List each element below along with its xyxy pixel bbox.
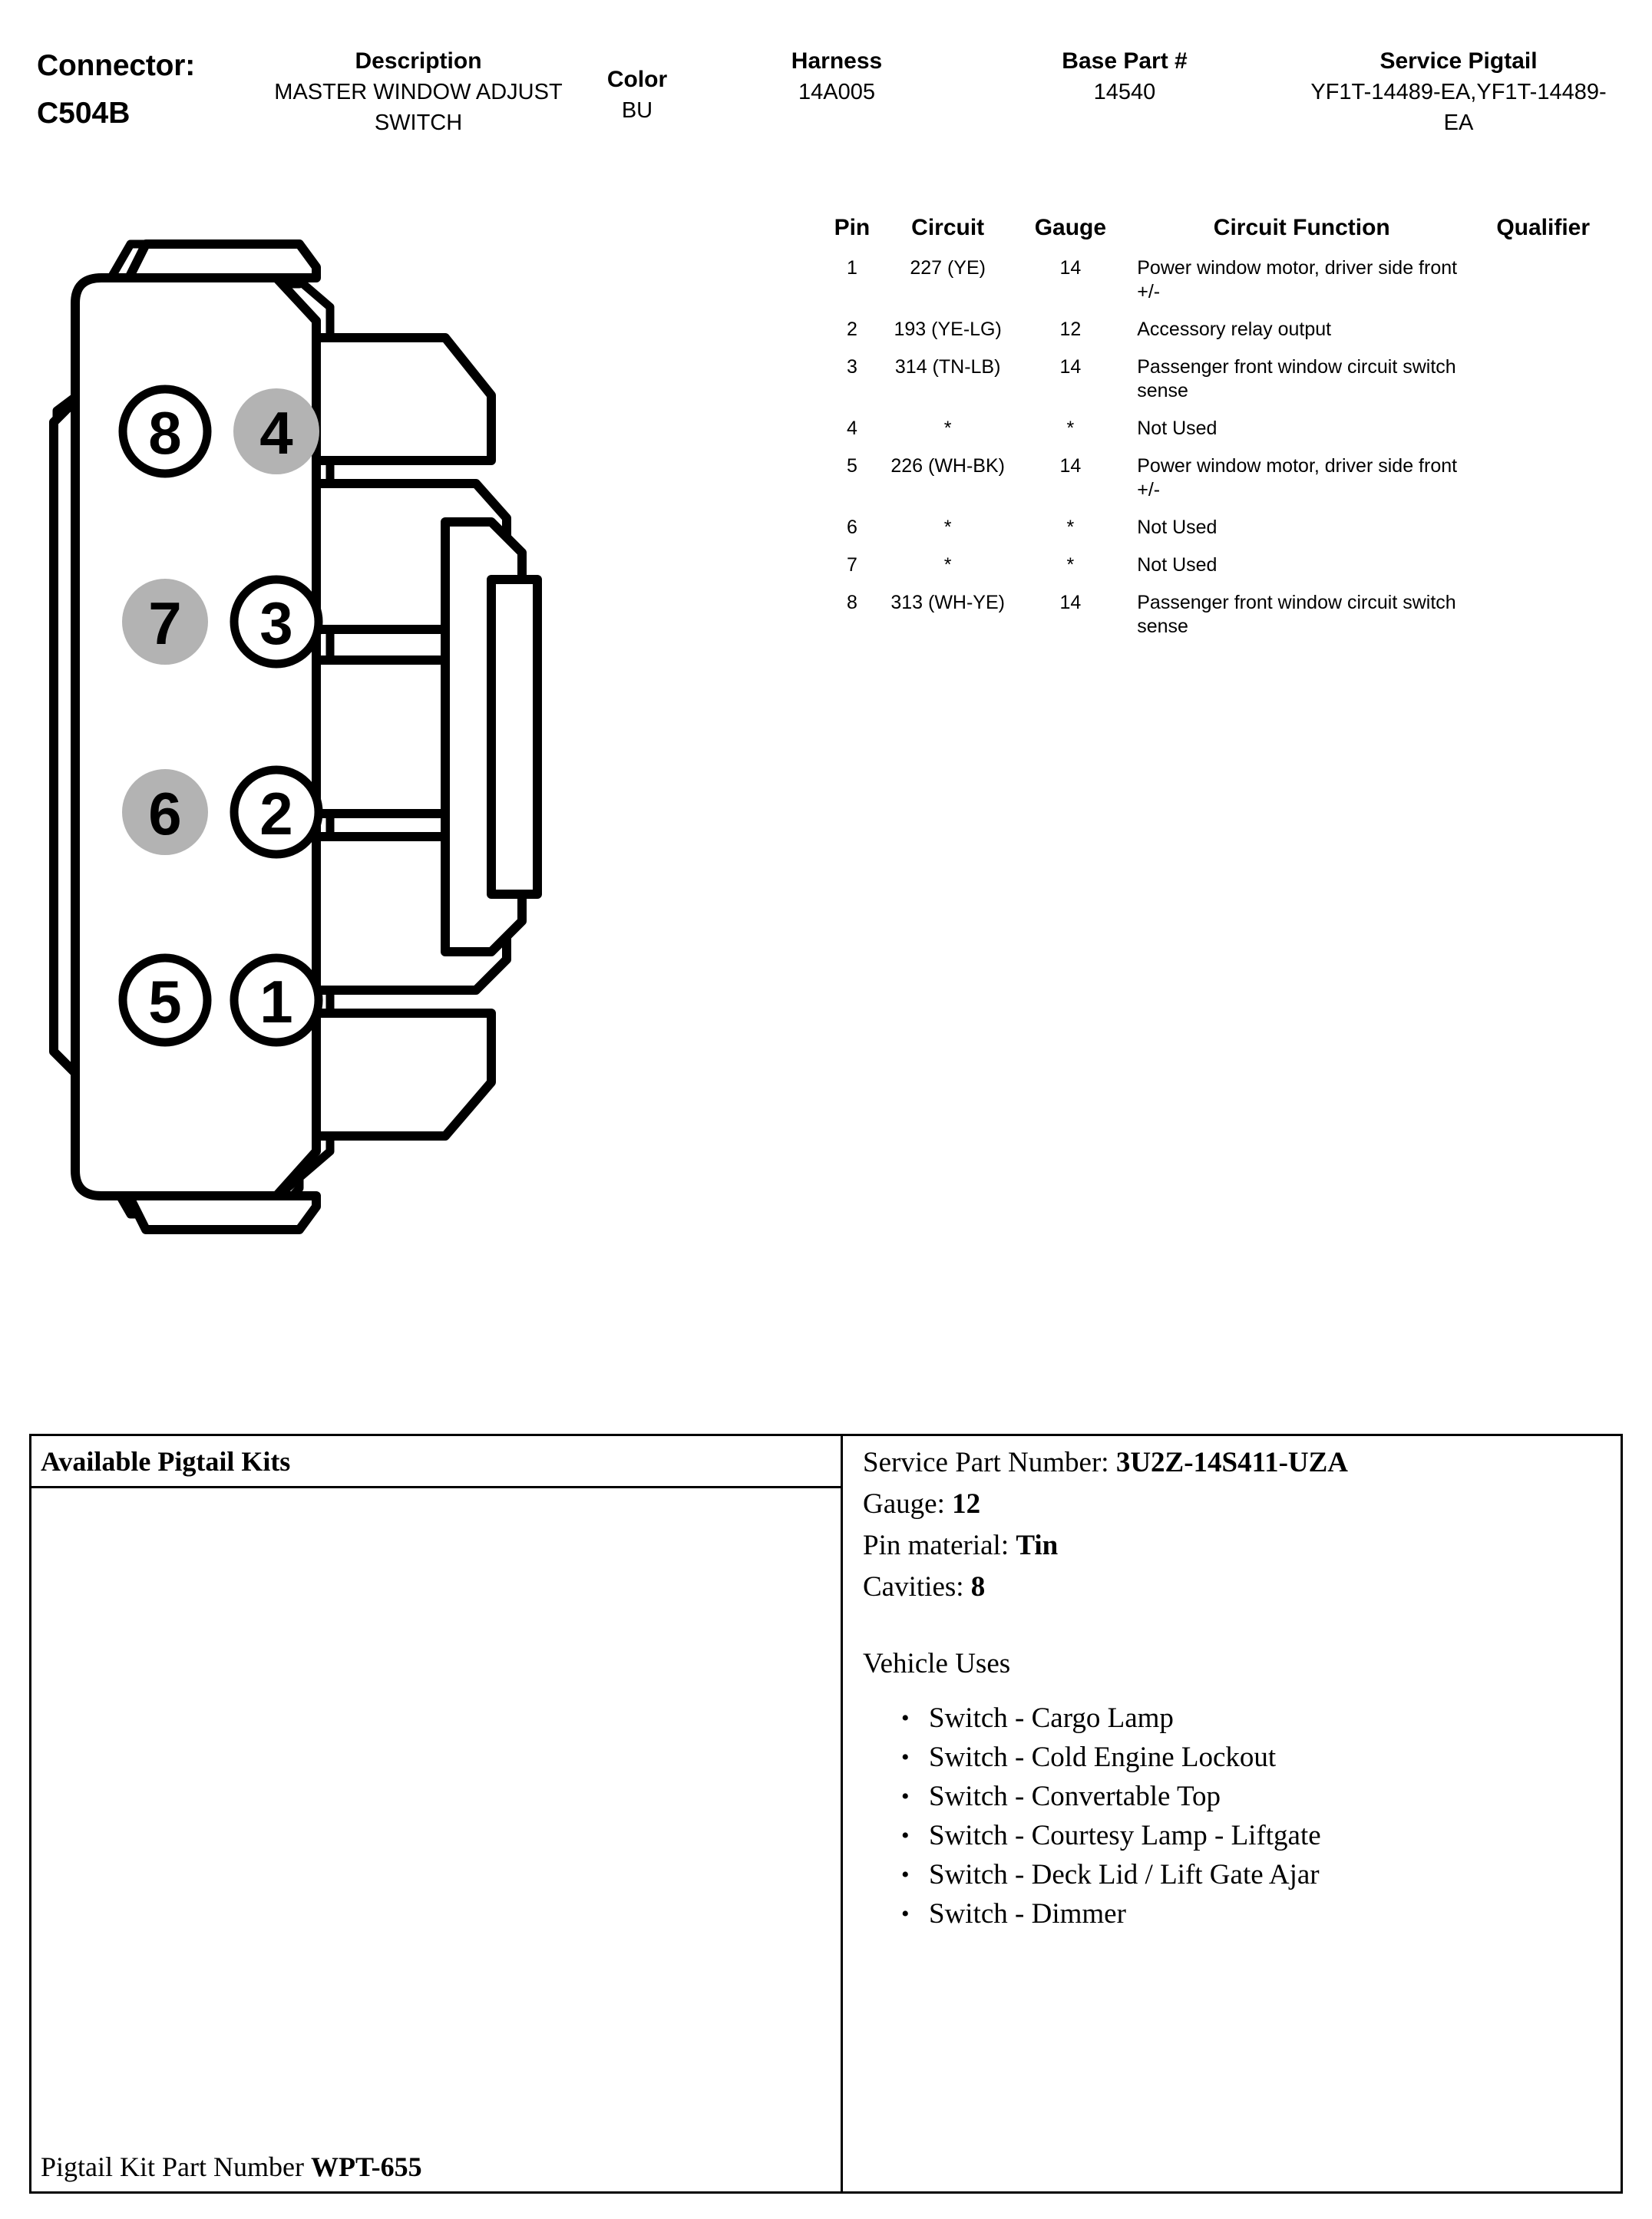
cell-function: Not Used [1137,517,1218,538]
header-pin: Pin [834,215,871,240]
gauge-value: 12 [952,1488,981,1520]
header-circuit: Circuit [911,215,985,240]
gauge-line [863,1484,1623,1525]
header-column-base-part [1021,46,1228,107]
pigtail-kit-part-number: WPT-655 [310,2151,422,2182]
table-row [821,253,1620,315]
table-row [821,451,1620,513]
pin-circle-8: 8 [148,399,182,467]
header-column-color [583,64,691,126]
cell-pin: 5 [846,455,857,477]
harness-value: 14A005 [798,80,875,104]
color-value: BU [621,98,653,123]
cell-gauge: * [1066,418,1075,439]
kits-left-column [31,1488,843,2194]
pin-table [821,215,1620,649]
pin-table-header-row [821,215,1620,253]
base-part-value: 14540 [1093,80,1156,104]
vehicle-uses-list [863,1699,1623,1933]
list-item: • Switch - Courtesy Lamp - Liftgate [929,1816,1623,1855]
cell-gauge: 14 [1059,455,1082,477]
cavities-value: 8 [970,1571,986,1603]
service-pigtail-title: Service Pigtail [1379,48,1538,74]
cell-gauge: 14 [1059,592,1082,613]
cell-qualifier [1466,451,1620,513]
header-circuit-function: Circuit Function [1213,215,1390,240]
table-row [821,414,1620,451]
cell-circuit: * [943,554,952,576]
list-item: • Switch - Deck Lid / Lift Gate Ajar [929,1855,1623,1894]
cell-gauge: * [1066,517,1075,538]
cell-gauge: 14 [1059,356,1082,378]
description-title: Description [355,48,482,74]
vehicle-uses-heading: Vehicle Uses [863,1648,1011,1679]
pin-circle-7: 7 [148,589,182,657]
pin-circle-2: 2 [259,780,293,847]
description-value: MASTER WINDOW ADJUST SWITCH [274,80,563,135]
cell-qualifier [1466,550,1620,588]
cell-pin: 2 [846,319,857,340]
kits-title: Available Pigtail Kits [41,1446,291,1477]
connector-drawing [46,230,860,1228]
pin-circle-4: 4 [259,399,293,467]
pin-circle-1: 1 [259,968,293,1035]
table-row [821,352,1620,414]
color-title: Color [606,67,668,92]
cell-qualifier [1466,253,1620,315]
header-gauge: Gauge [1034,215,1107,240]
cell-function: Power window motor, driver side front +/- [1137,455,1458,500]
service-pigtail-value: YF1T-14489-EA,YF1T-14489-EA [1310,80,1607,135]
cell-qualifier [1466,588,1620,649]
harness-title: Harness [791,48,883,74]
pin-circle-5: 5 [148,968,182,1035]
cell-function: Power window motor, driver side front +/- [1137,257,1458,302]
kits-right-column [852,1436,1623,2191]
header-column-service-pigtail [1305,46,1612,138]
cell-circuit: 314 (TN-LB) [894,356,1001,378]
connector-id: C504B [37,97,131,130]
cell-function: Passenger front window circuit switch sense [1137,356,1456,401]
list-item: • Switch - Cargo Lamp [929,1699,1623,1738]
cell-gauge: 12 [1059,319,1082,340]
header-column-description [269,46,568,138]
cell-qualifier [1466,352,1620,414]
cell-circuit: * [943,517,952,538]
cell-function: Not Used [1137,554,1218,576]
pin-circle-3: 3 [259,589,293,657]
cell-circuit: 313 (WH-YE) [890,592,1005,613]
cell-pin: 1 [846,257,857,279]
cell-function: Not Used [1137,418,1218,439]
cavities-line [863,1567,1623,1608]
connector-label: Connector: [37,49,195,82]
cell-pin: 8 [846,592,857,613]
pigtail-kit-part-line [41,2151,422,2183]
kits-title-box [31,1436,843,1488]
service-part-number-value: 3U2Z-14S411-UZA [1115,1447,1349,1478]
table-row [821,315,1620,352]
cell-pin: 4 [846,418,857,439]
pigtail-kit-part-label: Pigtail Kit Part Number [41,2151,304,2182]
cell-circuit: 227 (YE) [910,257,986,279]
cell-function: Passenger front window circuit switch sense [1137,592,1456,637]
list-item: • Switch - Dimmer [929,1894,1623,1933]
gauge-label: Gauge: [863,1488,945,1520]
cell-gauge: 14 [1059,257,1082,279]
header-qualifier: Qualifier [1496,215,1591,240]
cavities-label: Cavities: [863,1571,964,1603]
pin-material-value: Tin [1016,1530,1059,1561]
header-column-harness [737,46,937,107]
cell-circuit: 226 (WH-BK) [890,455,1005,477]
table-row [821,513,1620,550]
kits-left-inner [31,1488,836,2194]
pin-material-label: Pin material: [863,1530,1009,1561]
available-pigtail-kits-panel [29,1434,1623,2194]
cell-circuit: 193 (YE-LG) [894,319,1002,340]
cell-function: Accessory relay output [1137,319,1332,340]
service-part-number-label: Service Part Number: [863,1447,1109,1478]
cell-pin: 3 [846,356,857,378]
table-row [821,588,1620,649]
pin-circle-6: 6 [148,780,182,847]
cell-gauge: * [1066,554,1075,576]
page-header [0,20,1652,173]
cell-qualifier [1466,513,1620,550]
list-item: • Switch - Convertable Top [929,1777,1623,1816]
cell-pin: 7 [846,554,857,576]
pin-material-line [863,1525,1623,1567]
service-part-number-line [863,1442,1623,1484]
cell-qualifier [1466,315,1620,352]
cell-circuit: * [943,418,952,439]
cell-pin: 6 [846,517,857,538]
list-item: • Switch - Cold Engine Lockout [929,1738,1623,1777]
cell-qualifier [1466,414,1620,451]
table-row [821,550,1620,588]
base-part-title: Base Part # [1062,48,1188,74]
